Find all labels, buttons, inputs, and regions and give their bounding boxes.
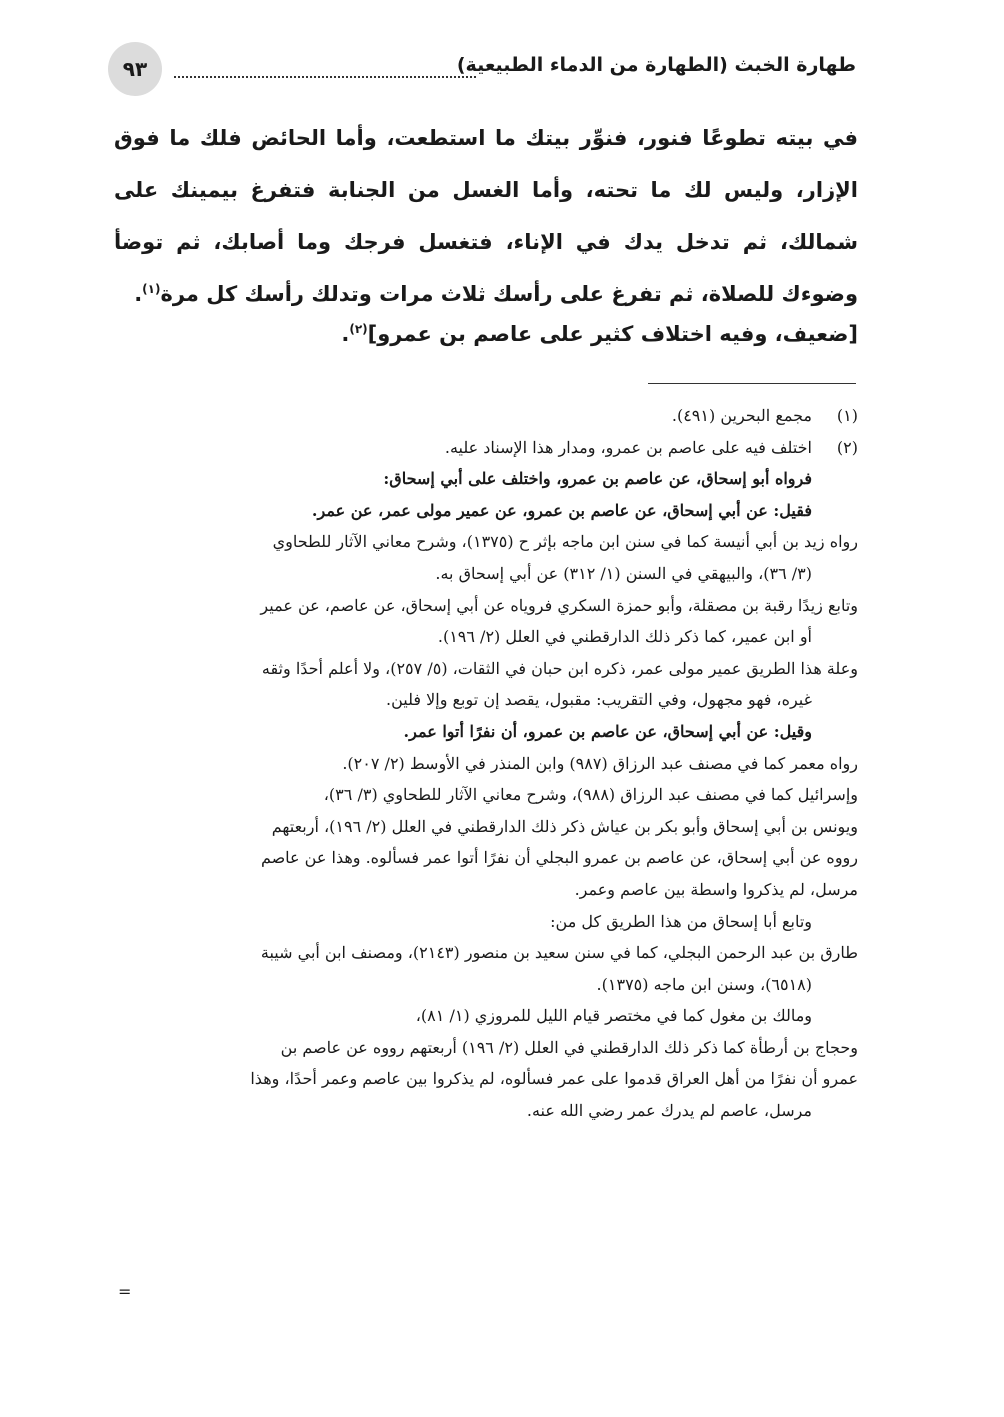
- footnote-line: فرواه أبو إسحاق، عن عاصم بن عمرو، واختلف على أبي إسحاق:: [383, 469, 812, 489]
- footnote-line: وحجاج بن أرطأة كما ذكر ذلك الدارقطني في العلل (٢/ ١٩٦) أربعتهم رووه عن عاصم بن: [280, 1037, 858, 1057]
- footnote-line: مرسل، لم يذكروا واسطة بين عاصم وعمر.: [574, 879, 858, 899]
- footnotes: [114, 400, 858, 1127]
- footnote-text: مجمع البحرين (٤٩١).: [671, 406, 812, 425]
- footnote-line: وعلة هذا الطريق عمير مولى عمر، ذكره ابن حبان في الثقات، (٥/ ٢٥٧)، ولا أعلم أحدًا وثقه: [261, 658, 858, 678]
- footnote-ref-1[interactable]: (١): [142, 282, 161, 296]
- footnote-line: رووه عن أبي إسحاق، عن عاصم بن عمرو البجلي أن نفرًا أتوا عمر فسألوه. وهذا عن عاصم: [260, 848, 858, 868]
- page-number: ٩٣: [108, 42, 162, 96]
- footnote-line: طارق بن عبد الرحمن البجلي، كما في سنن سعيد بن منصور (٢١٤٣)، ومصنف ابن أبي شيبة: [260, 943, 858, 963]
- footnote-line: أو ابن عمير، كما ذكر ذلك الدارقطني في العلل (٢/ ١٩٦).: [437, 627, 812, 647]
- hadith-grading: [ضعيف، وفيه اختلاف كثير على عاصم بن عمرو]$^{(٢)}$.: [341, 322, 858, 346]
- footnote-line: رواه معمر كما في مصنف عبد الرزاق (٩٨٧) وابن المنذر في الأوسط (٢/ ٢٠٧).: [342, 753, 858, 773]
- footnote-line: ومالك بن مغول كما في مختصر قيام الليل للمروزي (١/ ٨١)،: [415, 1006, 812, 1026]
- footnote-line: وإسرائيل كما في مصنف عبد الرزاق (٩٨٨)، وشرح معاني الآثار للطحاوي (٣/ ٣٦)،: [323, 785, 858, 805]
- footnote-line: (٦٥١٨)، وسنن ابن ماجه (١٣٧٥).: [596, 974, 812, 994]
- chapter-title: طهارة الخبث (الطهارة من الدماء الطبيعية): [456, 54, 856, 76]
- footnote-line: فقيل: عن أبي إسحاق، عن عاصم بن عمرو، عن عمير مولى عمر، عن عمر.: [311, 500, 812, 520]
- footnote-line: غيره، فهو مجهول، وفي التقريب: مقبول، يقصد إن توبع وإلا فلين.: [386, 690, 812, 710]
- footnote-ref-2[interactable]: (٢): [349, 322, 368, 336]
- footnote-line: وتابع أبا إسحاق من هذا الطريق كل من:: [550, 911, 812, 931]
- footnote-line: رواه زيد بن أبي أنيسة كما في سنن ابن ماجه بإثر ح (١٣٧٥)، وشرح معاني الآثار للطحاوي: [272, 532, 858, 552]
- footnote-2: [114, 432, 858, 464]
- footnote-separator: [648, 383, 856, 384]
- footnote-line: ويونس بن أبي إسحاق وأبو بكر بن عياش ذكر ذلك الدارقطني في العلل (٢/ ١٩٦)، أربعتهم: [271, 816, 858, 836]
- hadith-text: في بيته تطوعًا فنور، فنوِّر بيتك ما استطعت، وأما الحائض فلك ما فوق الإزار، وليس لك ما تحته، وأما الغسل من الجنابة فتفرغ بيمينك على شمالك، ثم تدخل يدك في الإناء، فتغسل فرجك وما أصابك، ثم توضأ وضوءك للصلاة، ثم تفرغ على رأسك ثلاث مرات وتدلك رأسك كل مرة$^{(١)}$.: [114, 126, 858, 306]
- header-dotted-leader: [174, 76, 476, 78]
- footnote-number: (٢): [836, 437, 858, 457]
- page-header: [108, 40, 856, 96]
- main-text: [114, 112, 858, 320]
- footnote-line: عمرو أن نفرًا من أهل العراق قدموا على عمر فسألوه، لم يذكروا بين عاصم وعمر أحدًا، وهذا: [250, 1069, 858, 1089]
- footnote-line: مرسل، عاصم لم يدرك عمر رضي الله عنه.: [526, 1101, 812, 1121]
- footnote-1: [114, 400, 858, 432]
- footnote-number: (١): [836, 406, 858, 425]
- footnote-line: وقيل: عن أبي إسحاق، عن عاصم بن عمرو، أن نفرًا أتوا عمر.: [403, 721, 812, 741]
- footnote-line: (٣/ ٣٦)، والبيهقي في السنن (١/ ٣١٢) عن أبي إسحاق به.: [435, 563, 812, 583]
- footnote-line: وتابع زيدًا رقبة بن مصقلة، وأبو حمزة السكري فروياه عن أبي إسحاق، عن عاصم، عن عمير: [260, 595, 858, 615]
- footnote-text: اختلف فيه على عاصم بن عمرو، ومدار هذا الإسناد عليه.: [444, 437, 812, 457]
- continuation-mark: =: [118, 1282, 132, 1301]
